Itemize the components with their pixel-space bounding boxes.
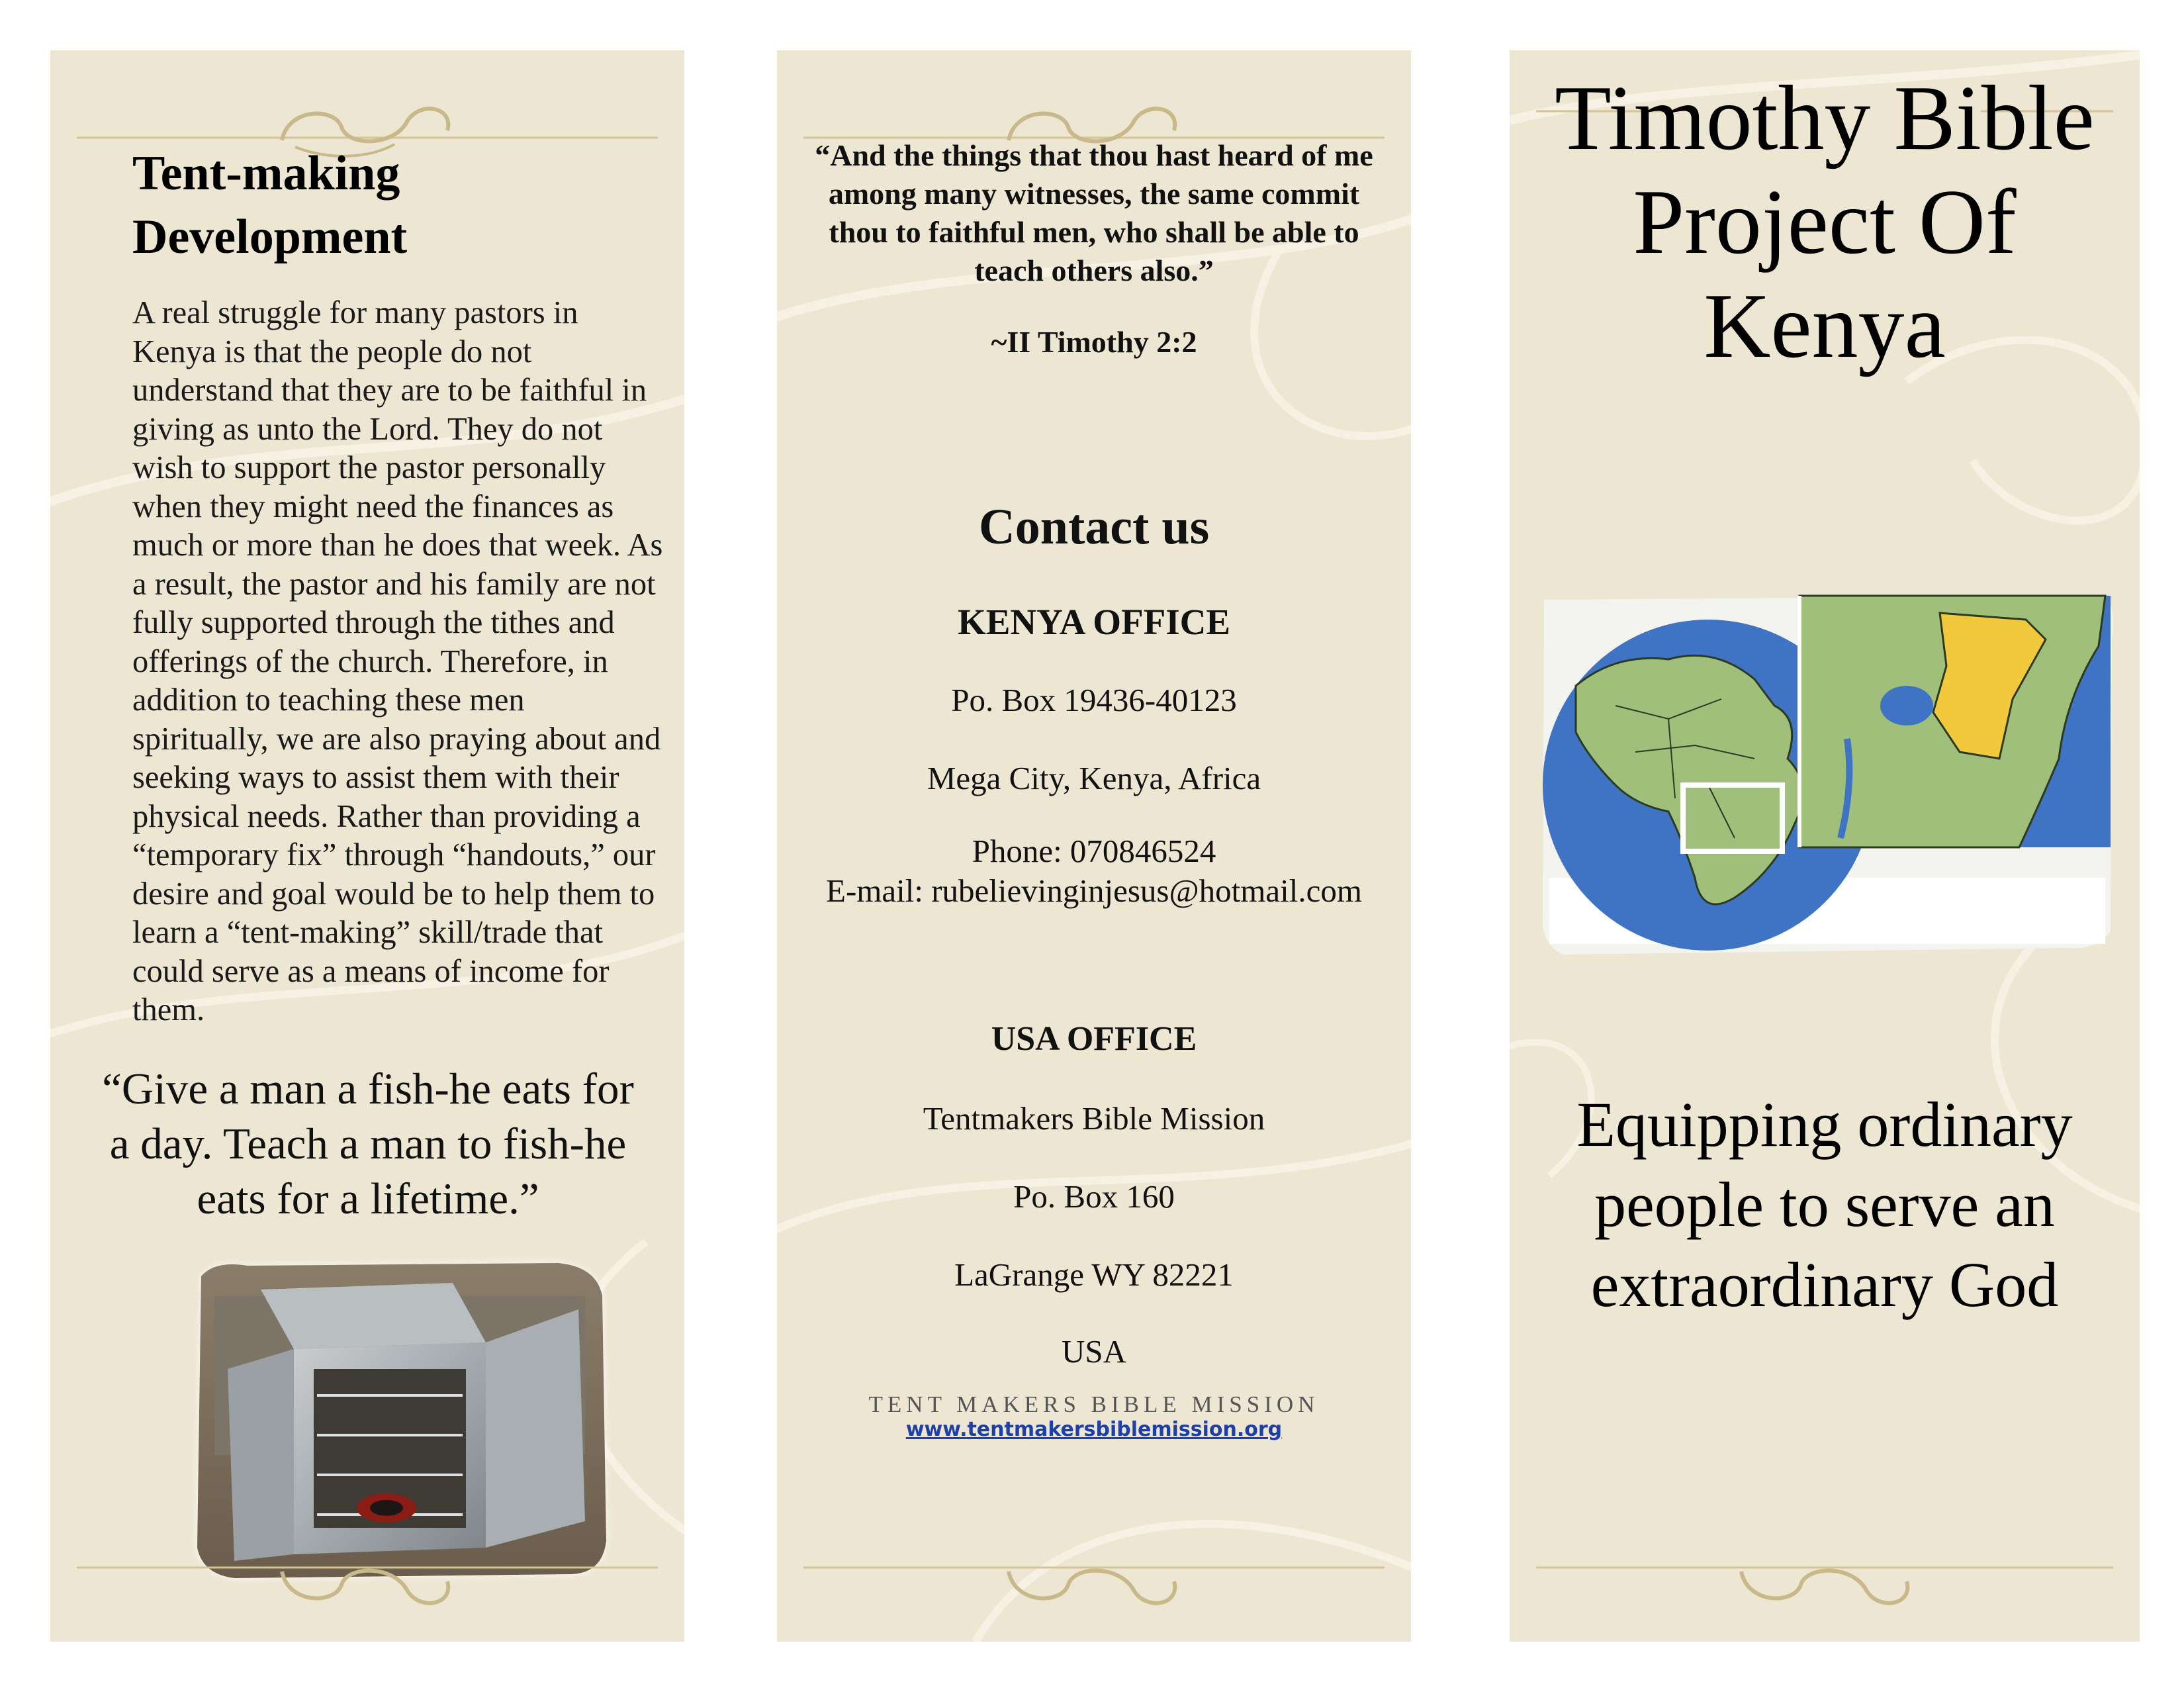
cover-tagline: Equipping ordinary people to serve an extraordinary God <box>1576 1089 2073 1320</box>
africa-kenya-map <box>1536 586 2118 957</box>
panel-tent-making <box>50 50 684 1642</box>
body-paragraph: A real struggle for many pastors in Kenya is that the people do not understand that they are to be faithful in giving as unto the Lord. They do not wish to support the pastor personally when they might need the finances as much or more than he does that week. As a result, the pastor and his family are not fully supported through the tithes and offerings of the church. Therefore, in addition to teaching these men spiritually, we are also praying about and seeking ways to assist them with their physical needs. Rather than providing a “temporary fix” through “handouts,” our desire and goal would be to help them to learn a “tent-making” skill/trade that could serve as a means of income for them. <box>132 295 663 1027</box>
usa-po-box: Po. Box 160 <box>1013 1178 1175 1215</box>
cover-title: Timothy Bible Project Of Kenya <box>1555 67 2095 377</box>
kenya-office-label: KENYA OFFICE <box>957 602 1231 642</box>
contact-heading: Contact us <box>978 499 1210 555</box>
usa-office-label: USA OFFICE <box>991 1020 1197 1058</box>
scripture-reference: ~II Timothy 2:2 <box>991 325 1197 359</box>
kenya-email: E-mail: rubelievinginjesus@hotmail.com <box>826 872 1362 909</box>
kenya-po-box: Po. Box 19436-40123 <box>951 682 1237 718</box>
kenya-city: Mega City, Kenya, Africa <box>927 760 1261 796</box>
oven-photo <box>188 1256 612 1582</box>
usa-country: USA <box>1061 1333 1127 1370</box>
kenya-phone: Phone: 070846524 <box>972 833 1216 869</box>
panel-cover <box>1510 50 2140 1642</box>
ornament-divider-bottom <box>50 1545 684 1624</box>
ornament-divider-bottom <box>777 1545 1411 1624</box>
panel-contact <box>777 50 1411 1642</box>
usa-mission-name: Tentmakers Bible Mission <box>923 1100 1265 1137</box>
usa-city: LaGrange WY 82221 <box>954 1256 1234 1293</box>
section-heading: Tent-making Development <box>132 146 408 264</box>
ornament-divider-bottom <box>1510 1545 2140 1624</box>
website-link[interactable]: www.tentmakersbiblemission.org <box>905 1418 1283 1441</box>
fish-quote: “Give a man a fish-he eats for a day. Teach a man to fish-he eats for a lifetime.” <box>102 1064 634 1223</box>
scripture-quote: “And the things that thou hast heard of me among many witnesses, the same commit thou to faithful men, who shall be able to teach others also.” <box>815 138 1373 287</box>
mission-logo-text: TENT MAKERS BIBLE MISSION <box>868 1391 1320 1417</box>
